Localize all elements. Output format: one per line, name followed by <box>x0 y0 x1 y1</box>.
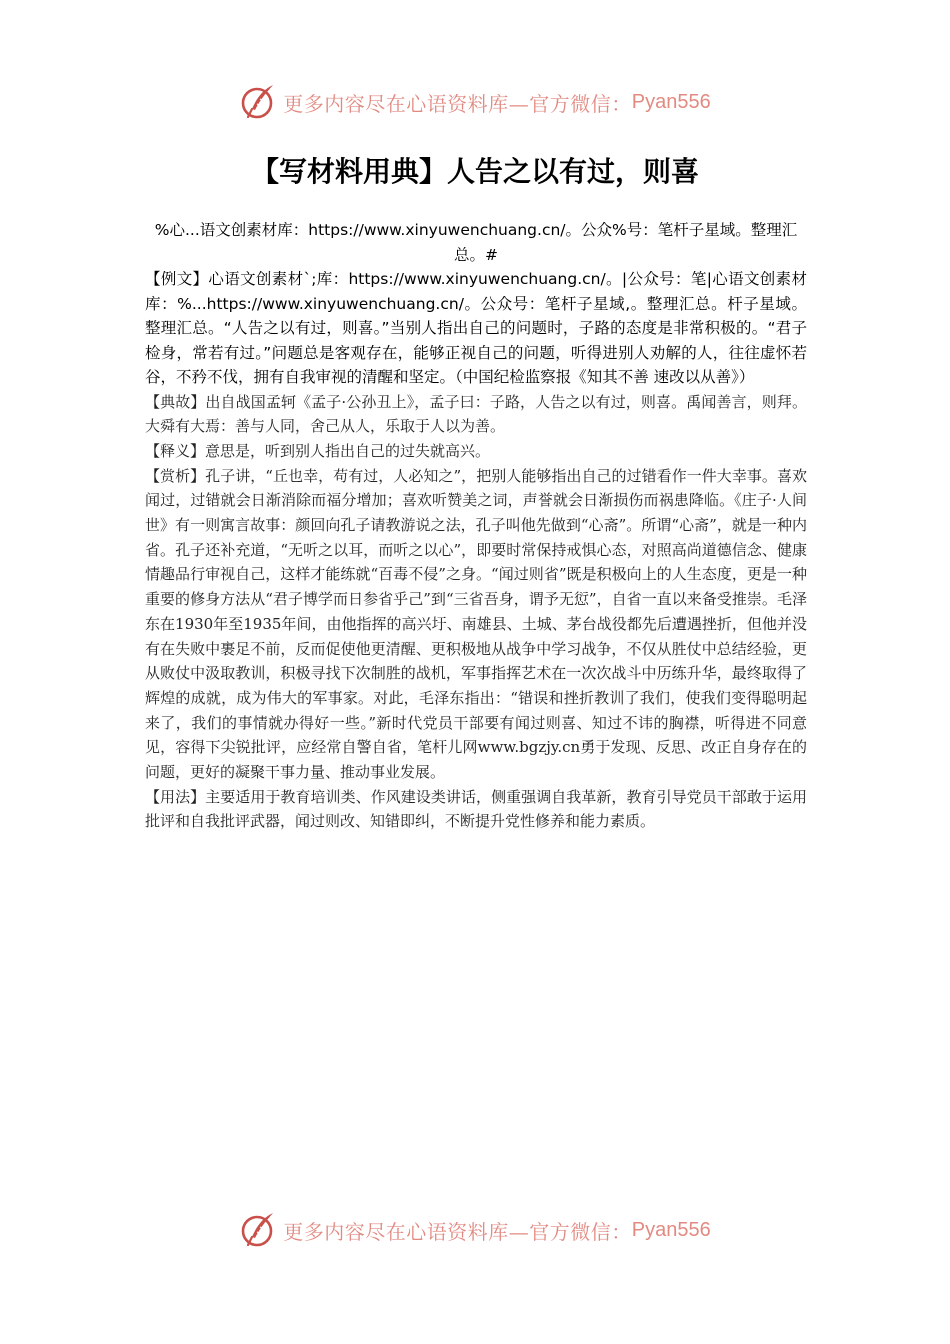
article-body <box>145 218 807 834</box>
header-banner <box>0 80 950 124</box>
footer-banner-wechat-id: Pyan556 <box>631 1218 711 1241</box>
footer-banner-text: 更多内容尽在心语资料库—官方微信： <box>283 1219 632 1244</box>
example-paragraph: 【例文】心语文创素材`;库：https://www.xinyuwenchuang.cn/。|公众号：笔|心语文创素材库：%...https://www.xinyuwenchuang.cn/。公众号：笔杆子星域,。整理汇总。杆子星域。整理汇总。“人告之以有过，则喜。”当别人指出自己的问题时，子路的态度是非常积极的。“君子检身，常若有过。”问题总是客观存在，能够正视自己的问题，听得进别人劝解的人，往往虚怀若谷，不矜不伐，拥有自我审视的清醒和坚定。（中国纪检监察报《知其不善 速改以从善》） <box>145 270 807 386</box>
feather-pen-logo-icon <box>239 1210 279 1250</box>
usage-paragraph: 【用法】主要适用于教育培训类、作风建设类讲话，侧重强调自我革新，教育引导党员干部敢于运用批评和自我批评武器，闻过则改、知错即纠，不断提升党性修养和能力素质。 <box>145 787 807 831</box>
header-banner-wechat-id: Pyan556 <box>631 90 711 113</box>
origin-paragraph: 【典故】出自战国孟轲《孟子·公孙丑上》，孟子曰：子路，人告之以有过，则喜。禹闻善言，则拜。大舜有大焉：善与人同，舍己从人，乐取于人以为善。 <box>145 392 807 436</box>
page-title: 【写材料用典】人告之以有过，则喜 <box>250 155 699 188</box>
footer-banner <box>0 1208 950 1252</box>
source-note-paragraph: %心...语文创素材库：https://www.xinyuwenchuang.cn/。公众%号：笔杆子星域。整理汇总。# <box>154 221 798 264</box>
meaning-paragraph: 【释义】意思是，听到别人指出自己的过失就高兴。 <box>145 441 491 460</box>
analysis-paragraph: 【赏析】孔子讲，“丘也幸，苟有过，人必知之”，把别人能够指出自己的过错看作一件大幸事。喜欢闻过，过错就会日渐消除而福分增加；喜欢听赞美之词，声誉就会日渐损伤而祸患降临。《庄子·人间世》有一则寓言故事：颜回向孔子请教游说之法，孔子叫他先做到“心斋”。所谓“心斋”，就是一种内省。孔子还补充道，“无听之以耳，而听之以心”，即要时常保持戒惧心态，对照高尚道德信念、健康情趣品行审视自己，这样才能练就“百毒不侵”之身。“闻过则省”既是积极向上的人生态度，更是一种重要的修身方法从“君子博学而日参省乎己”到“三省吾身，谓予无愆”，自省一直以来备受推崇。毛泽东在1930年至1935年间，由他指挥的高兴圩、南雄县、土城、茅台战役都先后遭遇挫折，但他并没有在失败中裹足不前，反而促使他更清醒、更积极地从战争中学习战争，不仅从胜仗中总结经验，更从败仗中汲取教训，积极寻找下次制胜的战机，军事指挥艺术在一次次战斗中历练升华，最终取得了辉煌的成就，成为伟大的军事家。对此，毛泽东指出：“错误和挫折教训了我们，使我们变得聪明起来了，我们的事情就办得好一些。”新时代党员干部要有闻过则喜、知过不讳的胸襟，听得进不同意见，容得下尖锐批评，应经常自警自省，笔杆儿网www.bgzjy.cn勇于发现、反思、改正自身存在的问题，更好的凝聚干事力量、推动事业发展。 <box>145 466 807 782</box>
feather-pen-logo-icon <box>239 82 279 122</box>
header-banner-text: 更多内容尽在心语资料库—官方微信： <box>283 91 632 116</box>
